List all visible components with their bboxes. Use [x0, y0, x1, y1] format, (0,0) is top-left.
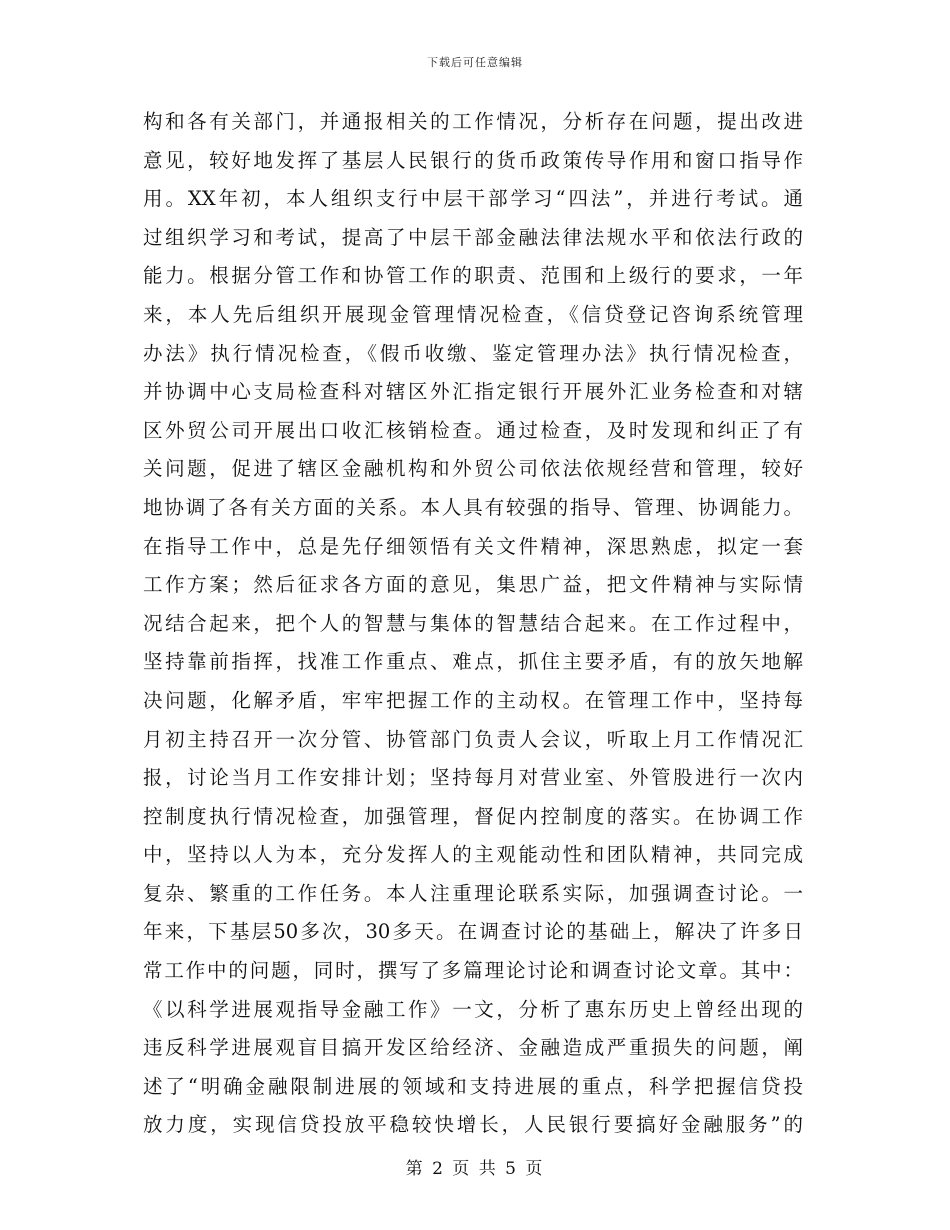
- page-number: 第 2 页 共 5 页: [405, 1159, 545, 1179]
- body-line: 年来，下基层50多次，30多天。在调查讨论的基础上，解决了许多日: [143, 920, 803, 944]
- body-line: 并协调中心支局检查科对辖区外汇指定银行开展外汇业务检查和对辖: [143, 380, 803, 404]
- body-line: 用。XX年初，本人组织支行中层干部学习“四法”，并进行考试。通: [143, 187, 803, 211]
- body-line: 在指导工作中，总是先仔细领悟有关文件精神，深思熟虑，拟定一套: [143, 534, 803, 558]
- body-line: 关问题，促进了辖区金融机构和外贸公司依法依规经营和管理，较好: [143, 457, 803, 481]
- body-line: 区外贸公司开展出口收汇核销检查。通过检查，及时发现和纠正了有: [143, 418, 803, 442]
- body-line: 《以科学进展观指导金融工作》一文，分析了惠东历史上曾经出现的: [143, 997, 803, 1021]
- body-line: 坚持靠前指挥，找准工作重点、难点，抓住主要矛盾，有的放矢地解: [143, 650, 803, 674]
- body-line: 述了“明确金融限制进展的领域和支持进展的重点，科学把握信贷投: [143, 1074, 803, 1098]
- body-line: 构和各有关部门，并通报相关的工作情况，分析存在问题，提出改进: [143, 110, 803, 133]
- body-line: 来，本人先后组织开展现金管理情况检查，《信贷登记咨询系统管理: [143, 302, 803, 326]
- body-line: 况结合起来，把个人的智慧与集体的智慧结合起来。在工作过程中，: [143, 611, 803, 635]
- body-line: 常工作中的问题，同时，撰写了多篇理论讨论和调查讨论文章。其中：: [143, 959, 803, 983]
- body-line: 违反科学进展观盲目搞开发区给经济、金融造成严重损失的问题，阐: [143, 1036, 803, 1060]
- body-line: 控制度执行情况检查，加强管理，督促内控制度的落实。在协调工作: [143, 804, 803, 828]
- body-line: 办法》执行情况检查，《假币收缴、鉴定管理办法》执行情况检查，: [143, 341, 803, 365]
- body-line: 能力。根据分管工作和协管工作的职责、范围和上级行的要求，一年: [143, 264, 803, 288]
- page-header-note: 下载后可任意编辑: [427, 56, 523, 69]
- body-line: 放力度，实现信贷投放平稳较快增长，人民银行要搞好金融服务”的: [143, 1113, 803, 1137]
- body-line: 决问题，化解矛盾，牢牢把握工作的主动权。在管理工作中，坚持每: [143, 688, 803, 712]
- body-line: 工作方案；然后征求各方面的意见，集思广益，把文件精神与实际情: [143, 573, 803, 597]
- body-line: 意见，较好地发挥了基层人民银行的货币政策传导作用和窗口指导作: [143, 148, 803, 172]
- body-line: 月初主持召开一次分管、协管部门负责人会议，听取上月工作情况汇: [143, 727, 803, 751]
- body-line: 中，坚持以人为本，充分发挥人的主观能动性和团队精神，共同完成: [143, 843, 803, 867]
- body-line: 过组织学习和考试，提高了中层干部金融法律法规水平和依法行政的: [143, 225, 803, 249]
- body-line: 报，讨论当月工作安排计划；坚持每月对营业室、外管股进行一次内: [143, 766, 803, 790]
- document-body: [143, 103, 803, 1145]
- body-line: 复杂、繁重的工作任务。本人注重理论联系实际，加强调查讨论。一: [143, 881, 803, 905]
- body-line: 地协调了各有关方面的关系。本人具有较强的指导、管理、协调能力。: [143, 495, 803, 519]
